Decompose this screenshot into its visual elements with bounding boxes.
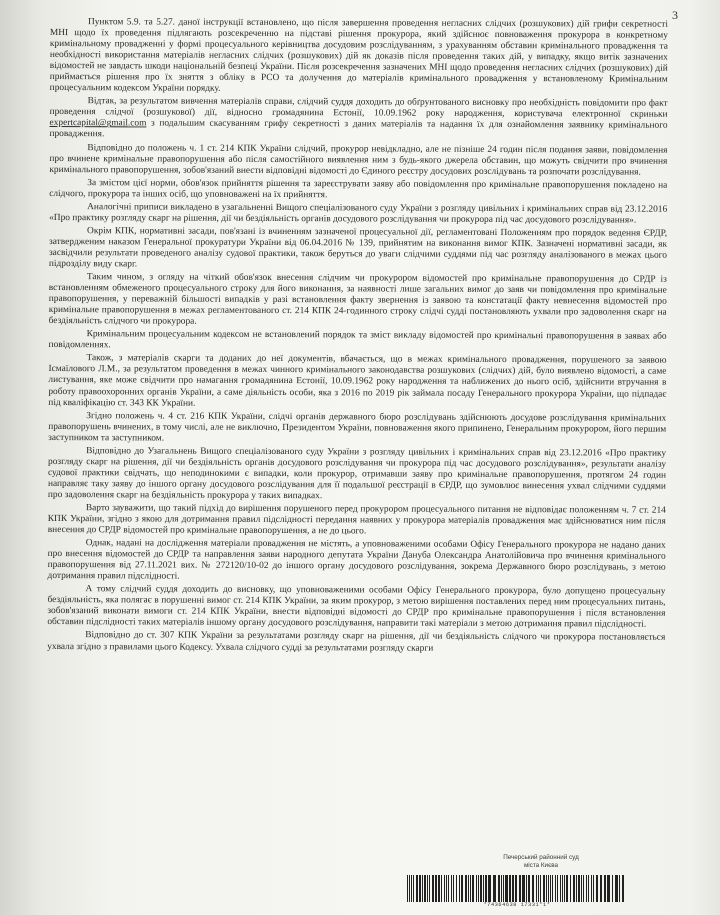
paragraph: А тому слідчий суддя доходить до висновку, що уповноваженими особами Офісу Генерального прокурора, було допущено процесуальну бездіяльність, яка полягає в порушенні вимог ст. 214 КПК України, за яким прокурор, з метою вирішення поставлених перед ним процесуальних питань, зобов'язаний виконати вимоги ст. 214 КПК України, внести відповідні відомості до СРДР про кримінальне правопорушення і після встановлення обставин підслідності таких матеріалів іншому органу досудового розслідування, направити такі матеріали з метою дотримання правил підслідності.	[47, 584, 666, 631]
barcode-bar	[470, 875, 471, 902]
barcode-bar	[550, 875, 551, 902]
barcode-bar	[453, 875, 454, 902]
barcode-bar	[448, 875, 449, 902]
barcode-bar	[562, 875, 563, 902]
barcode-bar	[459, 875, 460, 902]
barcode-bar	[538, 875, 539, 902]
barcode-bar	[446, 875, 447, 902]
document-body	[47, 17, 668, 657]
paragraph: Кримінальним процесуальним кодексом не встановлений порядок та зміст викладу відомостей про кримінальні правопорушення в заявах або повідомленнях.	[48, 329, 667, 351]
paragraph: Відповідно до ст. 307 КПК України за результатами розгляду скарг на рішення, дії чи бездіяльність слідчого чи прокурора постановляється ухвала згідно з правилами цього Кодексу. Ухвала слідчого судді за результатами розгляду скарги	[47, 630, 666, 654]
barcode-bar	[578, 875, 580, 902]
barcode-bar	[543, 875, 545, 902]
paragraph: За змістом цієї норми, обов'язок прийняття рішення та зареєструвати заяву або повідомлення про кримінальне правопорушення покладено на слідчого, прокурора та інших осіб, що уповноважені на їх прийняття.	[49, 177, 668, 200]
barcode-bar	[612, 875, 613, 902]
barcode-bar	[588, 875, 589, 902]
barcode-bar	[515, 875, 517, 902]
barcode-bar	[552, 875, 553, 902]
barcode-bar	[581, 875, 582, 902]
barcode-bar	[476, 875, 477, 902]
barcode-bar	[441, 875, 442, 902]
barcode-bar	[424, 875, 426, 902]
barcode-bar	[468, 875, 469, 902]
barcode-bar	[461, 875, 463, 902]
barcode-bar	[600, 875, 602, 902]
barcode	[407, 875, 625, 902]
barcode-bar	[557, 875, 558, 902]
paragraph: Також, з матеріалів скарги та доданих до неї документів, вбачається, що в межах кримінального провадження, порушеного за заявою Ісмаїлового Л.М., за результатом проведення в межах чинного кримінального законодавства розшукових (слідчих) дій, було виявлено відомості, а саме листування, яке може свідчити про намагання громадянина Естонії, 10.09.1962 року народження та наближених до нього осіб, здійснити втручання в роботу правоохоронних органів України, а саме діяльність особи, яка з 2016 по 2019 рік займала посаду Генерального прокурора України, що підпадає під кваліфікацію ст. 343 КК України.	[48, 353, 667, 409]
barcode-bar	[456, 875, 457, 902]
barcode-bar	[478, 875, 479, 902]
barcode-bar	[465, 875, 467, 902]
barcode-bar	[532, 875, 534, 902]
barcode-bar	[591, 875, 592, 902]
barcode-bar	[413, 875, 414, 902]
barcode-bar	[505, 875, 508, 902]
barcode-bar	[427, 875, 428, 902]
barcode-bar	[488, 875, 491, 902]
barcode-bar	[522, 875, 525, 902]
paragraph: Таким чином, з огляду на чіткий обов'язок внесення слідчим чи прокурором відомостей про кримінальне правопорушення до СРДР із встановленням обмеженого процесуального строку для його виконання, за наявності лише загальних вимог до заяв чи повідомлення про кримінальне правопорушення, у переважній більшості випадків у разі встановлення факту звернення із заявою та констатації факту невнесення відомостей про кримінальне правопорушення в межах регламентованого ст. 214 КПК 24-годинного строку слідчі судді постановляють ухвали про задоволення скарг на бездіяльність слідчого чи прокурора.	[48, 272, 667, 327]
barcode-bar	[498, 875, 500, 902]
barcode-bar	[607, 875, 610, 902]
barcode-bar	[503, 875, 504, 902]
barcode-bar	[480, 875, 482, 902]
paragraph: Відповідно до Узагальнень Вищого спеціалізованого суду України з розгляду цивільних і кримінальних справ від 23.12.2016 «Про практику розгляду скарг на рішення, дії чи бездіяльність органів досудового розслідування чи прокурора під час досудового розслідування», результати аналізу судової практики свідчать, що неподинокими є випадки, коли прокурор, отримавши заяву про кримінальне правопорушення, протягом 24 годин направляє таку заяву до іншого органу досудового розслідування для її подальшої реєстрації в ЄРДР, що зумовлює винесення ухвал слідчими суддями про задоволення скарг на бездіяльність прокурора у таких випадках.	[47, 445, 667, 502]
barcode-bar	[596, 875, 598, 902]
barcode-bar	[435, 875, 437, 902]
barcode-bar	[593, 875, 594, 902]
barcode-bar	[429, 875, 430, 902]
barcode-bar	[619, 875, 620, 902]
barcode-bar	[422, 875, 423, 902]
paragraph: Відповідно до положень ч. 1 ст. 214 КПК України слідчий, прокурор невідкладно, але не пізніше 24 годин після подання заяви, повідомлення про вчинене кримінальне правопорушення або після самостійного виявлення ним з будь-якого джерела обставин, що можуть свідчити про вчинення кримінального правопорушення, зобов'язаний внести відповідні відомості до Єдиного реєстру досудових розслідувань та розпочати розслідування.	[49, 142, 668, 178]
court-name: Печерський районний суд	[503, 854, 579, 861]
barcode-bar	[583, 875, 584, 902]
barcode-bar	[546, 875, 547, 902]
barcode-bar	[512, 875, 514, 902]
barcode-number: *74364638 17331*1*	[483, 902, 551, 908]
paragraph: Варто зауважити, що такий підхід до вирішення порушеного перед прокурором процесуального питання не відповідає положенням ч. 7 ст. 214 КПК України, згідно з якою для дотримання правил підслідності передання наявних у прокурора матеріалів провадження має здійснюватися ним після внесення до СРДР відомостей про кримінальне правопорушення, а не до цього.	[47, 503, 666, 537]
paragraph: Окрім КПК, нормативні засади, пов'язані із вчиненням зазначеної процесуальної дії, регламентовані Положенням про порядок ведення ЄРДР, затвердженим наказом Генеральної прокуратури України від 06.04.2016 № 139, прийнятим на виконання вимог КПК. Зазначені нормативні засади, як засвідчили результати проведеного аналізу судової практики, також беруться до уваги слідчими суддями під час розгляду аналізованого в межах цього підрозділу виду скарг.	[48, 226, 668, 270]
email-link[interactable]: expertcapital@gmail.com	[49, 118, 147, 129]
barcode-bar	[409, 875, 410, 902]
barcode-bar	[519, 875, 521, 902]
barcode-bar	[493, 875, 496, 902]
barcode-bar	[566, 875, 568, 902]
barcode-bar	[407, 875, 408, 902]
barcode-bar	[622, 875, 624, 902]
barcode-bar	[604, 875, 606, 902]
barcode-bar	[432, 875, 434, 902]
barcode-bar	[509, 875, 511, 902]
paragraph: Однак, надані на дослідження матеріали провадження не містять, а уповноваженими особами Офісу Генерального прокурора не надано даних про внесення відомостей до СРДР та направлення заяви народного депутата України Дануба Олександра Анатолійовича про вчинення кримінального правопорушення від 27.11.2021 вих. № 272120/10-02 до іншого органу досудового розслідування, зокрема Державного бюро розслідувань, з метою дотримання правил підслідності.	[47, 538, 666, 582]
barcode-bar	[560, 875, 561, 902]
barcode-bar	[526, 875, 527, 902]
barcode-bar	[451, 875, 452, 902]
paragraph: Аналогічні приписи викладено в узагальненні Вищого спеціалізованого суду України з розгляду цивільних і кримінальних справ від 23.12.2016 «Про практику розгляду скарг на рішення, дії чи бездіяльність органів досудового розслідування чи прокурора під час досудового розслідування».	[49, 201, 668, 226]
paragraph: Відтак, за результатом вивчення матеріалів справи, слідчий суддя доходить до обґрунтованого висновку про необхідність повідомити про факт проведення слідчої (розшукової) дії, відносно громадянина Естонії, 10.09.1962 року народження, користувача електронної скриньки expertcapital@gmail.com з подальшим скасуванням грифу секретності з даних матеріалів та надання їх для ознайомлення заявнику кримінального провадження.	[49, 96, 668, 140]
barcode-bar	[564, 875, 565, 902]
barcode-bar	[573, 875, 575, 902]
barcode-bar	[472, 875, 474, 902]
barcode-bar	[540, 875, 541, 902]
court-city: міста Києва	[523, 862, 559, 869]
barcode-bar	[416, 875, 418, 902]
barcode-bar	[536, 875, 537, 902]
barcode-bar	[586, 875, 587, 902]
barcode-bar	[483, 875, 484, 902]
paragraph: Пунктом 5.9. та 5.27. даної інструкції встановлено, що після завершення проведення негласних слідчих (розшукових) дій грифи секретності МНІ щодо їх проведення підлягають розсекреченню на підставі рішення прокурора, який здійснює повноваження прокурора в конкретному кримінальному провадженні у формі процесуального керівництва досудовим розслідуванням, з урахуванням обставин кримінального провадження та необхідності використання матеріалів негласних слідчих (розшукових) дій як доказів після проведення таких дій, у випадку, якщо витік зазначених відомостей не завдасть шкоди національній безпеці України. Після розсекречення зазначених МНІ щодо проведення негласних слідчих (розшукових) дій приймається рішення про їх зняття з обліку в РСО та долучення до матеріалів кримінального провадження у встановленому Кримінальним процесуальним кодексом України порядку.	[49, 17, 668, 95]
barcode-bar	[576, 875, 577, 902]
barcode-bar	[615, 875, 618, 902]
page-number: 3	[672, 8, 678, 22]
barcode-bar	[411, 875, 412, 902]
barcode-graphic	[407, 875, 625, 902]
barcode-bar	[444, 875, 445, 902]
barcode-bar	[485, 875, 487, 902]
barcode-bar	[501, 875, 502, 902]
paragraph: Згідно положень ч. 4 ст. 216 КПК України, слідчі органів державного бюро розслідувань здійснюють досудове розслідування кримінальних правопорушень вчинених, в тому числі, але не виключно, Президентом України, повноваження якого припинено, Генеральним прокурором, його першим заступником та заступником.	[48, 410, 667, 444]
barcode-bar	[419, 875, 421, 902]
barcode-bar	[548, 875, 549, 902]
barcode-bar	[555, 875, 556, 902]
barcode-bar	[528, 875, 530, 902]
barcode-bar	[438, 875, 440, 902]
court-stamp	[478, 854, 604, 870]
barcode-bar	[570, 875, 571, 902]
